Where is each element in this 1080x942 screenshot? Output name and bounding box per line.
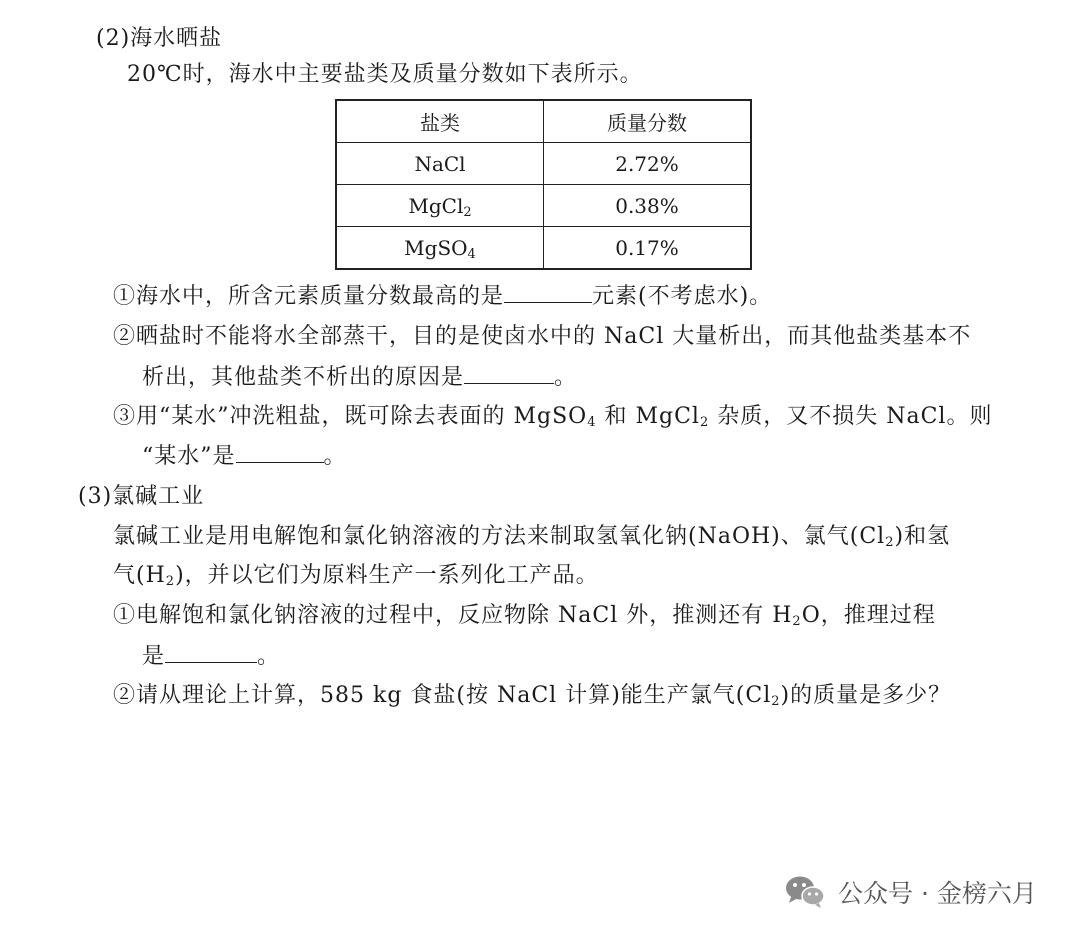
- salt-table: [335, 99, 752, 270]
- answer-blank: [236, 440, 324, 463]
- watermark: [784, 872, 1037, 912]
- answer-blank: [504, 280, 592, 303]
- table-cell-fraction: 0.17%: [544, 227, 752, 270]
- section-2-intro: 20℃时，海水中主要盐类及质量分数如下表所示。: [127, 62, 643, 87]
- section-3-intro-line2: 气$(H_2)$，并以它们为原料生产一系列化工产品。: [113, 563, 599, 589]
- question-2-3-line1: ③用“某水”冲洗粗盐，既可除去表面的 MgSO$_4$ 和 MgCl$_2$ 杂质，又不损失 NaCl。则: [113, 404, 993, 430]
- table-cell-salt: NaCl: [336, 143, 544, 185]
- section-3-intro-line1: 氯碱工业是用电解饱和氯化钠溶液的方法来制取氢氧化钠(NaOH)、氯气$(Cl_2)$和氢: [113, 524, 951, 550]
- question-2-2-line1: ②晒盐时不能将水全部蒸干，目的是使卤水中的 NaCl 大量析出，而其他盐类基本不: [113, 324, 972, 349]
- section-2-heading: (2)海水晒盐: [96, 26, 223, 51]
- answer-blank: [165, 640, 257, 663]
- table-header-row: [336, 100, 751, 143]
- table-cell-salt: MgCl$_2$: [336, 185, 544, 227]
- question-2-1: ①海水中，所含元素质量分数最高的是 元素(不考虑水)。: [113, 280, 772, 312]
- answer-blank: [464, 361, 554, 384]
- table-cell-fraction: 2.72%: [544, 143, 752, 185]
- section-3-heading: (3)氯碱工业: [78, 484, 205, 509]
- table-row: [336, 143, 751, 185]
- table-row: [336, 227, 751, 270]
- table-row: [336, 185, 751, 227]
- watermark-text: 公众号 · 金榜六月: [838, 879, 1037, 908]
- question-2-2-line2: 析出，其他盐类不析出的原因是 。: [142, 361, 577, 393]
- question-3-1-line1: ①电解饱和氯化钠溶液的过程中，反应物除 NaCl 外，推测还有 $H_2O$，推理过程: [113, 603, 936, 629]
- wechat-icon: [784, 874, 826, 910]
- question-2-3-line2: “某水”是 。: [142, 440, 347, 472]
- question-3-1-line2: 是 。: [142, 640, 280, 672]
- question-3-2: ②请从理论上计算，585 kg 食盐(按 NaCl 计算)能生产氯气$(Cl_2)$的质量是多少？: [113, 683, 952, 709]
- table-cell-salt: MgSO$_4$: [336, 227, 544, 270]
- table-cell-fraction: 0.38%: [544, 185, 752, 227]
- table-header-salt: 盐类: [336, 100, 544, 143]
- table-header-fraction: 质量分数: [544, 100, 752, 143]
